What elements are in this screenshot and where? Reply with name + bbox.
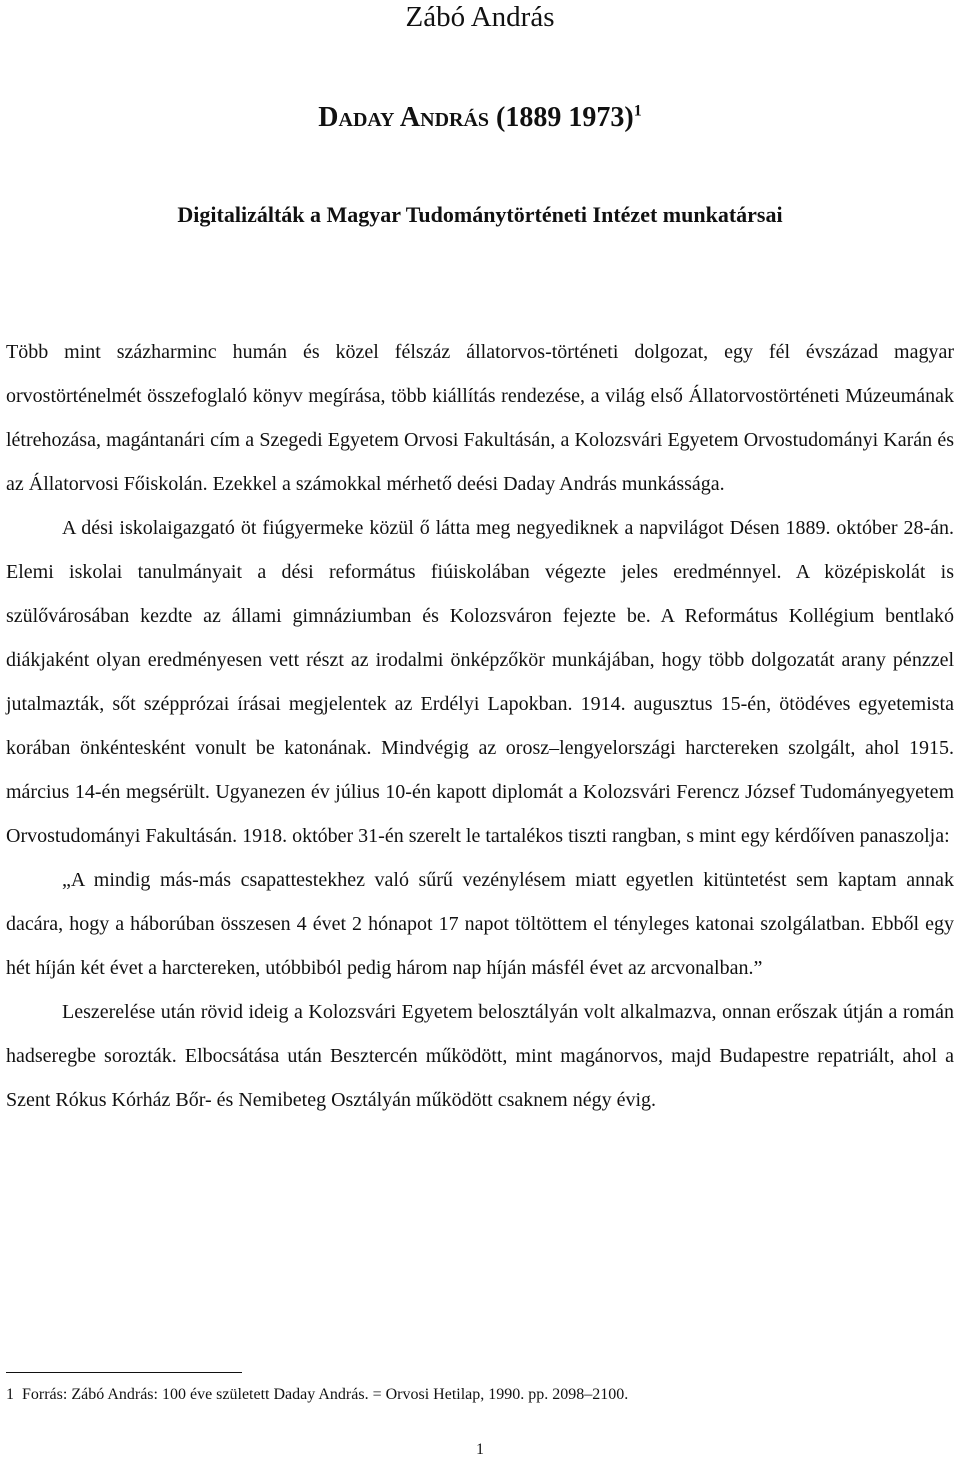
author-name: Zábó András xyxy=(405,1,555,33)
paragraph-2: A dési iskolaigazgató öt fiúgyermeke közül ő látta meg negyediknek a napvilágot Désen 1889. október 28-án. Elemi iskolai tanulmányait a dési református fiúiskolában végezte jeles eredménnyel. A középiskolát is szülővárosában kezdte az állami gimnáziumban és Kolozsváron fejezte be. A Református Kollégium bentlakó diákjaként olyan eredményesen vett részt az irodalmi önképzőkör munkájában, hogy több dolgozatát arany pénzzel jutalmazták, sőt szépprózai írásai megjelentek az Erdélyi Lapokban. 1914. augusztus 15-én, ötödéves egyetemista korában önkéntesként vonult be katonának. Mindvégig az orosz–lengyelországi harctereken szolgált, ahol 1915. március 14-én megsérült. Ugyanezen év július 10-én kapott diplomát a Kolozsvári Ferencz József Tudományegyetem Orvostudományi Fakultásán. 1918. október 31-én szerelt le tartalékos tiszti rangban, s mint egy kérdőíven panaszolja: xyxy=(6,517,954,847)
footnote-number: 1 xyxy=(6,1386,14,1403)
paragraph-quote: „A mindig más-más csapattestekhez való sűrű vezénylésem miatt egyetlen kitüntetést sem kaptam annak dacára, hogy a háborúban összesen 4 évet 2 hónapot 17 napot töltöttem el tényleges katonai szolgálatban. Ebből egy hét híján két évet a harctereken, utóbbiból pedig három nap híján másfél évet az arcvonalban.” xyxy=(6,869,954,979)
footnote-reference[interactable]: 1 xyxy=(633,102,642,120)
footnote-divider xyxy=(6,1372,242,1373)
paragraph-3: Leszerelése után rövid ideig a Kolozsvári Egyetem belosztályán volt alkalmazva, onnan erőszak útján a román hadseregbe sorozták. Elbocsátása után Besztercén működött, mint magánorvos, majd Budapestre repatriált, ahol a Szent Rókus Kórház Bőr- és Nemibeteg Osztályán működött csaknem négy évig. xyxy=(6,1001,954,1111)
document-subtitle: Digitalizálták a Magyar Tudománytörténeti Intézet munkatársai xyxy=(177,202,783,227)
paragraph-1: Több mint százharminc humán és közel félszáz állatorvos-történeti dolgozat, egy fél évszázad magyar orvostörténelmét összefoglaló könyv megírása, több kiállítás rendezése, a világ első Állatorvostörténeti Múzeumának létrehozása, magántanári cím a Szegedi Egyetem Orvosi Fakultásán, a Kolozsvári Egyetem Orvostudományi Karán és az Állatorvosi Főiskolán. Ezekkel a számokkal mérhető deési Daday András munkássága. xyxy=(6,341,954,495)
footnote xyxy=(6,1384,954,1406)
title-name: Daday András xyxy=(318,102,490,133)
page-number: 1 xyxy=(476,1441,484,1458)
document-title xyxy=(0,101,960,135)
footnote-text: Forrás: Zábó András: 100 éve született Daday András. = Orvosi Hetilap, 1990. pp. 2098–2100. xyxy=(22,1386,629,1403)
title-years: (1889 1973) xyxy=(496,102,634,133)
document-body xyxy=(6,330,954,1122)
